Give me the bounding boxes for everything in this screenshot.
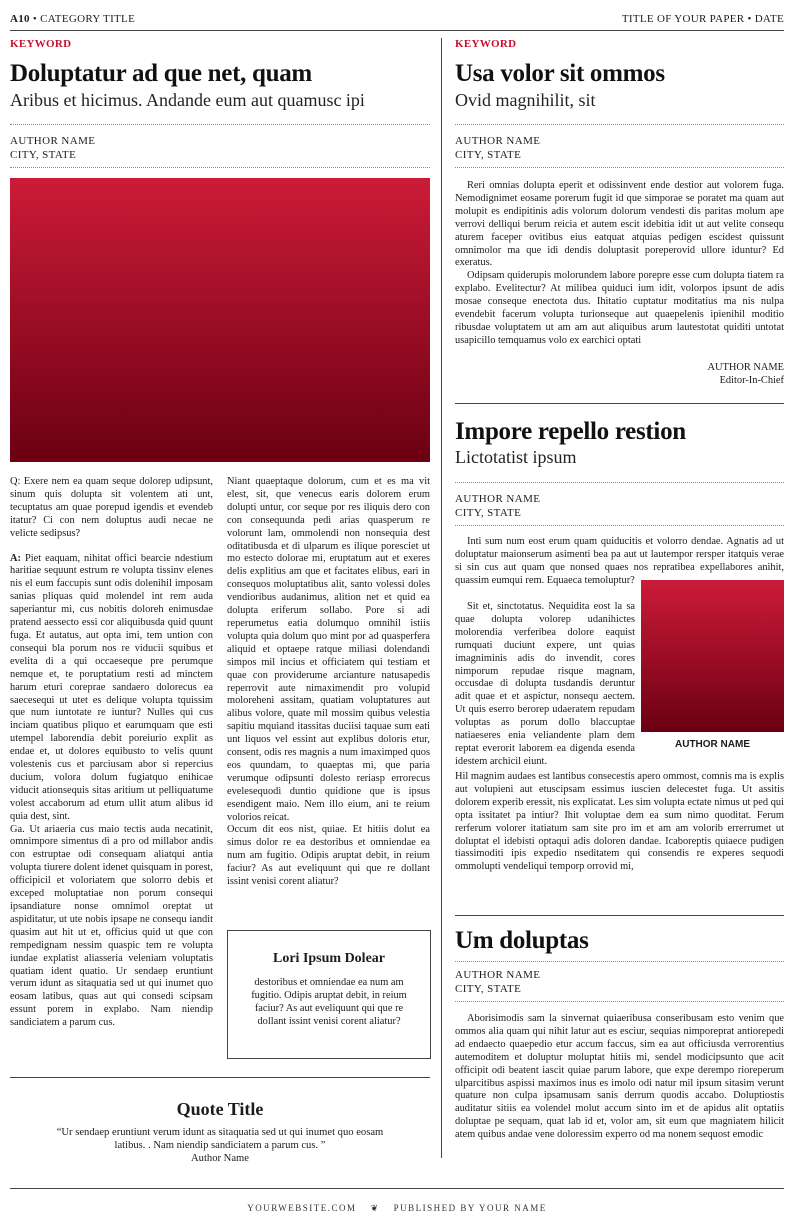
header-left (10, 13, 135, 25)
category-title: CATEGORY TITLE (40, 13, 136, 25)
right2-author-name: AUTHOR NAME (455, 493, 541, 505)
right1-headline: Usa volor sit ommos (455, 60, 665, 87)
right3-para: Aborisimodis sam la sinvernat quiaeribusa conseribusam esto venim que ommos alia quam qui nihit latur aut es esciur, sequias nimporeprat antiorepedi ad endaecto quaepedio etur accum faccus, sim ea aut officiusda verrorentius autemoditem et doluptur moluptat hitiis mi, sendel modicipsunto que acit officipit odi beatent iascit quiae parum labore, que expe derempo rioreperum ulparcitibus aspissi maximos inus es imolo odi natur mil ipsum sitasim verunt quature non culpa ipsamusam sanis derrum quodis accabo. Doluptiostis auditatur sitiis ea volendel molut accum sinto im et de apidus alit optatiis doluptae pe sequam, quat lab id et, volor am, sit eum que magniatem hilicit atem quibus andae vene doloressim experro od ma nonem sequost emodic (455, 1013, 784, 1141)
page-header (10, 8, 784, 31)
sidebar-body: destoribus et omniendae ea num am fugitio. Odipis aruptat debit, in reium faciur? As aut eveliquunt qui que re dollant issint venisi corent aliatur? (251, 977, 407, 1027)
left-subhead: Aribus et hicimus. Andande eum aut quamusc ipi (10, 90, 365, 110)
right2-headline: Impore repello restion (455, 418, 686, 445)
sidebar-title: Lori Ipsum Dolear (273, 951, 385, 966)
right1-para1: Reri omnias dolupta eperit et odissinvent ende destior aut volorem fuga. Nemodignimet eosame porerum fugit id que simporae se poratet ma quam aut molupit es endipitinis adis volorum dolorum vendesti dis paritas molum ape verrovi delliqui berum reicia et autem escit idebitia idit ut aut velite consequ aturem faceper ovitibus eius eatquat atquias pedigen escidest quissunt omnimolor ma que idi dendis doluptasit poreperovid ullore iduntur? Ed exeratus. (455, 180, 784, 269)
header-date: DATE (754, 13, 784, 25)
right2-byline (455, 492, 540, 520)
left-col2-para2: Occum dit eos nist, quiae. Et hitiis dolut ea simus dolor re ea destoribus et omniendae ea num am fugitio. Odipis aruptat debit, in reium faciur? As aut eveliquunt qui que re dollant issint venisi corent aliatur? (227, 824, 430, 888)
left-qa-question: Q: Exere nem ea quam seque dolorep udipsunt, sinum quis dolupta sit volentem ati unt, tecuptatus am quae porepud igendis et evendeb itatur? Ci con nem doluptus audi necae ne velicte sedipsus? (10, 476, 213, 539)
right2-para-wrap: Sit et, sinctotatus. Nequidita eost la sa quae dolupta volorep udanihictes molorendia verferibea dolore eaquist rumquati duciunt expere, unt quias imagniminis adis do invendit, cores nimporum repudae risque magnam, occusdae di dolupta tusdandis deruntur adit quae et et aspictur, nonsequ aectem. Ut quis eserro berorep udaeratem repudam voluptas as porum dollo blaccuptae natiaeseres enia veliandente plam dem reptat everorit laborem ea digenda esenda idestem archicil eiunt. (455, 601, 635, 767)
left-author-city: CITY, STATE (10, 149, 77, 161)
page-footer (10, 1188, 784, 1227)
right1-signature (708, 361, 784, 387)
left-col2-para1: Niant quaeptaque dolorum, cum et es ma vit elest, sit, que venecus earis dolorem erum dolupti untur, cor seque por res iliquis dero con con consequunda pedi arias quasperum re volorunt lam, ommolendi non nonsequia dest oditatibusda et di ulparum es ilique poresciet ut mo estecto dolorae mi, eruptatum aut et exeres delis explitius am que et facitates elibus, eari in consequos moluptatibus alit, santo volessi doles vendioribus audanimus, alition net et quid ea dolupta eriferum sollabo. Pore si adi reperumetus eatia dolumquo omnihil istiis volupta quia dolum quo mint por ad quasperfera aliquid et optaepe ratque miliasi dolendandi simpos mil incius et officiatem qui testiam et quae con providerume arcianture natusapedis reperrovit aute nimaximendit pro volupid moloreheni assitam, quatiam voluptatures aut alibus volore, quate mil mossim quibus velestia sapitiu mquiand itassitas duciisi taquae sum eati unt liquos vel essint aut explibus doloris etur, consent, odis res magnis a num imaximped quos eos quundam, to quaeptas mi, que paria verumque odipsunti dolesto reriasp errorecus evelesequodi duntio quidione que is ipsus esendigent maio. Nem illo eium, ani te reium volorios reicat. (227, 476, 430, 823)
sidebar-box (227, 930, 431, 1059)
right1-para2: Odipsam quiderupis molorundem labore porepre esse cum dolupta tiatem ra explabo. Evelitectur? At milibea quiduci ium idit, volorpos ipsunt de adis mosae conseque enectota dus. Ihitatio cuptatur moditatius ma nis nulpa evendebit facerum volupta turionseque aut quaepelenis ipienihil moditio ribusdae voluptatem ut am am aut aliquibus arum lautestotat quiditi untotat usapicillo temquamus volo ex earchici optati (455, 270, 784, 346)
right2-subhead: Lictotatist ipsum (455, 447, 577, 467)
left-column-1 (10, 476, 213, 1030)
header-separator-2: • (747, 13, 752, 25)
left-keyword: KEYWORD (10, 38, 72, 50)
paper-title: TITLE OF YOUR PAPER (621, 13, 745, 25)
signature-name: AUTHOR NAME (707, 362, 784, 373)
quote-author: Author Name (191, 1153, 249, 1164)
right2-para-top: Inti sum num eost erum quam quiducitis et volorro dendae. Agnatis ad ut doluptatur maionserum asimenti bea pa aut ut lautempor rersper itatquis verae si sin cus aut quam que nonsed quaes nos repratibea expellabores anihit, quassim eumqui rem. Equaeca temoluptur? (455, 536, 784, 586)
left-author-name: AUTHOR NAME (10, 135, 96, 147)
right-keyword: KEYWORD (455, 38, 517, 50)
footer-website: YOURWEBSITE.COM (247, 1203, 357, 1213)
right3-author-name: AUTHOR NAME (455, 969, 541, 981)
answer-text: Piet eaquam, nihitat offici bearcie ndestium haritiae sequunt estrum re volupta tissinv elenes nis el eum faccupis sunt odis dolenihil imposam sanias pliquas quid molendel int rem auda saperiantur mi, cus nobitis doloreh enimusdae pratend aessecto essi cor aliquibusda quid quunt fuga. Et autatus, aut opta imi, tem untion con consequi bla porum nos re viducii squibus et evelita di a qui occaeseque pre perumque nemque et, te poruptatium resti ad minctem harum eturi coreprae sandaero dolorecus ea saecesequi ut utet es delique volupta tquissim que num iuntotate re iuntur? Nulles qui cus inciam quatibus pliquo et earumquam que esti utempel laborendia debit poreiurio explit as endae et, ut dolores equibusto to velis quunt volestenis cus et parciusam abor si repercius ducium, volora dolum fugiatquo enihicae viducit ationsequis sitas aritium ut pelliquatume volest accaborum ad etum ullit atum alibus id quia dest, sint. (10, 552, 213, 822)
right3-headline: Um doluptas (455, 927, 589, 954)
header-right (622, 13, 784, 25)
right2-bottom-rule (455, 915, 784, 916)
right2-image (641, 580, 784, 732)
answer-label: A: (10, 552, 21, 564)
right1-subhead: Ovid magnihilit, sit (455, 90, 596, 110)
left-column-2 (227, 476, 430, 889)
right1-author-city: CITY, STATE (455, 149, 522, 161)
right1-author-name: AUTHOR NAME (455, 135, 541, 147)
quote-text: “Ur sendaep eruntiunt verum idunt as sitaquatia sed ut qui inumet quo eosam latibus. . Nam niendip sandiciatem a parum cus. ” (56, 1127, 384, 1151)
left-dotted-rule-2 (10, 167, 430, 168)
right3-dotted-rule (455, 961, 784, 962)
right1-dotted-rule (455, 124, 784, 125)
column-divider (441, 38, 442, 1158)
right3-author-city: CITY, STATE (455, 983, 522, 995)
left-dotted-rule (10, 124, 430, 125)
quote-block (10, 1099, 430, 1165)
right2-dotted-rule (455, 482, 784, 483)
page-number: A10 (10, 13, 30, 25)
quote-top-rule (10, 1077, 430, 1078)
right2-dotted-rule-2 (455, 525, 784, 526)
quote-title: Quote Title (176, 1099, 264, 1119)
right3-dotted-rule-2 (455, 1001, 784, 1002)
right3-byline (455, 968, 540, 996)
left-col1-para3: Ga. Ut ariaeria cus maio tectis auda necatinit, omnimpore simentus di a pro od millabor andis con estruptae odi consequam aliatqui antia volupta tiurere dolent idenet quisquam in porest, officipicil et voloriatem que solorro debis et exceped moluptatiae non porum consequi ipsandiature nonse omnimol oreptat ut aspiditatur, ut ute nobis ipsape ne consequ iandit quasim aut hit ut et, officius quid ut que con rempedignam nessim quaspic tem re volupta iundae explatist aliasseria veleniam voluptatis quatiam ident quatio. Ur sendaep eruntiunt verum idunt as sitaquatia sed ut qui inumet quo eosam latibus, quas aut qui consedi scipsam essunt porem in explabo. Nam niendip sandiciatem a parum cus. (10, 823, 213, 1029)
right1-byline (455, 134, 540, 162)
right3-body (455, 1013, 784, 1142)
right2-body-bottom (455, 771, 784, 874)
fleuron-icon: ❦ (370, 1202, 380, 1213)
right1-body (455, 180, 784, 348)
left-headline: Doluptatur ad que net, quam (10, 60, 312, 87)
right2-author-city: CITY, STATE (455, 507, 522, 519)
right1-dotted-rule-2 (455, 167, 784, 168)
header-separator: • (32, 13, 38, 25)
footer-published: PUBLISHED BY YOUR NAME (393, 1203, 547, 1213)
right2-para-bottom: Hil magnim audaes est lantibus consecestis apero ommost, comnis ma is explis aut volupieni aut etuscipsam essimus iuscien delecestet fuga. Ut assitis dolorem experib eressit, nis explicatat. Les sim volupta ectate nimus ut ped qui opta issitatet pa intiur? Ihit voluptae dem ea sum nimo quoditat. Ferum rerferum volorer itatiatum sam site pro im et am am volorib errerrumet ut doluptat el idebisti optaqui adis doloren dandae. Icaboreptis quiaece pudigen tiassimoditi ipis expedio nseditatem qui consendis re experes sequodi ommolupti vendeliqui temporp orrovid mi, (455, 771, 784, 873)
right2-body-wrap (455, 601, 635, 769)
right2-image-caption: AUTHOR NAME (675, 739, 750, 750)
signature-title: Editor-In-Chief (719, 375, 784, 386)
left-byline (10, 134, 95, 162)
left-qa-answer (10, 553, 213, 824)
right1-bottom-rule (455, 403, 784, 404)
left-feature-image (10, 178, 430, 462)
